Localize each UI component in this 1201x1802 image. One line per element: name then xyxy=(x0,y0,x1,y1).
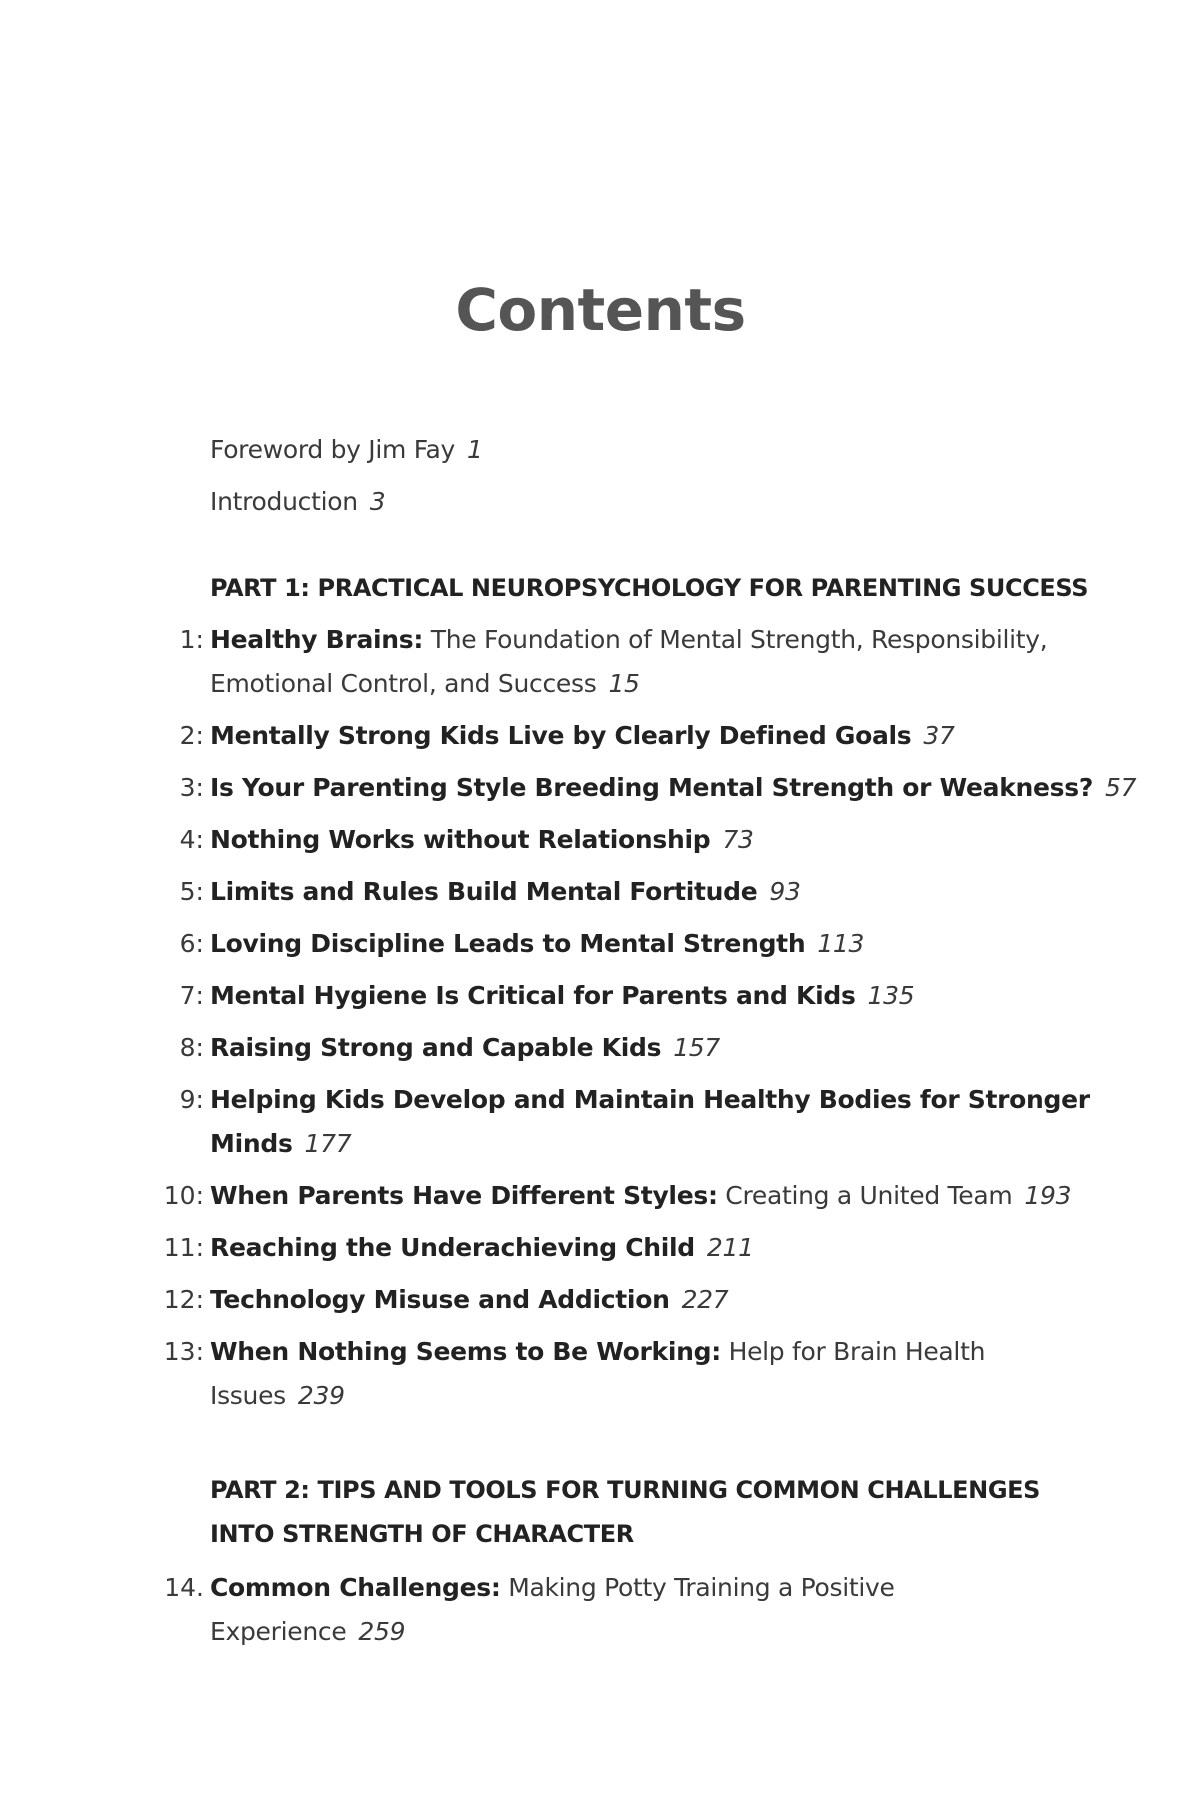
page-number: 15 xyxy=(608,669,640,698)
chapter-title-bold: Common Challenges: xyxy=(210,1573,501,1602)
entry-title: Foreword by Jim Fay xyxy=(210,435,456,464)
toc-entry-chapter-2[interactable] xyxy=(210,714,1090,758)
chapter-title-bold: Mental Hygiene Is Critical for Parents and Kids xyxy=(210,981,856,1010)
part-1-heading: PART 1: PRACTICAL NEUROPSYCHOLOGY FOR PARENTING SUCCESS xyxy=(210,574,1089,602)
toc-entry-chapter-8[interactable] xyxy=(210,1026,1090,1070)
toc-entry-chapter-5[interactable] xyxy=(210,870,1090,914)
toc-entry-chapter-6[interactable] xyxy=(210,922,1090,966)
part-2-heading-line-2: INTO STRENGTH OF CHARACTER xyxy=(210,1520,634,1548)
chapter-title-bold: Nothing Works without Relationship xyxy=(210,825,711,854)
toc-entry-chapter-1[interactable] xyxy=(210,618,1090,706)
chapter-title-bold: Raising Strong and Capable Kids xyxy=(210,1033,662,1062)
toc-entry-chapter-11[interactable] xyxy=(210,1226,1090,1270)
chapter-number: 6: xyxy=(179,929,204,958)
page-number: 259 xyxy=(358,1617,406,1646)
page-number: 177 xyxy=(304,1129,352,1158)
toc-entry-chapter-4[interactable] xyxy=(210,818,1090,862)
chapter-title-bold: Technology Misuse and Addiction xyxy=(210,1285,670,1314)
chapter-title-bold: Mentally Strong Kids Live by Clearly Defined Goals xyxy=(210,721,912,750)
part-2-heading-line-1: PART 2: TIPS AND TOOLS FOR TURNING COMMON CHALLENGES xyxy=(210,1476,1040,1504)
part-2-heading xyxy=(210,1468,1110,1556)
page-number: 37 xyxy=(923,721,955,750)
chapter-title-bold: Is Your Parenting Style Breeding Mental Strength or Weakness? xyxy=(210,773,1094,802)
page-number: 135 xyxy=(867,981,915,1010)
page-number: 3 xyxy=(369,487,386,516)
page-number: 157 xyxy=(673,1033,721,1062)
chapter-title-bold: Reaching the Underachieving Child xyxy=(210,1233,695,1262)
chapter-number: 5: xyxy=(179,877,204,906)
page-title: Contents xyxy=(455,276,746,344)
chapter-subtitle: Making Potty Training a Positive xyxy=(500,1573,895,1602)
chapter-number: 2: xyxy=(179,721,204,750)
chapter-title-bold: Limits and Rules Build Mental Fortitude xyxy=(210,877,758,906)
toc-entry-chapter-7[interactable] xyxy=(210,974,1090,1018)
page-number: 1 xyxy=(467,435,483,464)
toc-entry-foreword[interactable] xyxy=(210,428,1090,472)
page-number: 113 xyxy=(817,929,865,958)
chapter-subtitle: Creating a United Team xyxy=(717,1181,1013,1210)
toc-entry-chapter-3[interactable] xyxy=(210,766,1137,810)
chapter-number: 12: xyxy=(163,1285,204,1314)
chapter-title-bold: Helping Kids Develop and Maintain Healthy Bodies for Stronger xyxy=(210,1085,1090,1114)
chapter-subtitle: Help for Brain Health xyxy=(720,1337,986,1366)
page-number: 211 xyxy=(706,1233,754,1262)
chapter-number: 1: xyxy=(179,625,204,654)
chapter-title-bold: Loving Discipline Leads to Mental Strength xyxy=(210,929,806,958)
chapter-title-bold: When Nothing Seems to Be Working: xyxy=(210,1337,721,1366)
chapter-number: 4: xyxy=(179,825,204,854)
page-number: 93 xyxy=(769,877,801,906)
chapter-subtitle-cont: Issues xyxy=(210,1381,286,1410)
chapter-number: 14. xyxy=(164,1573,204,1602)
chapter-number: 9: xyxy=(179,1085,204,1114)
chapter-subtitle-cont: Emotional Control, and Success xyxy=(210,669,597,698)
chapter-title-bold: When Parents Have Different Styles: xyxy=(210,1181,718,1210)
toc-entry-chapter-12[interactable] xyxy=(210,1278,1090,1322)
toc-entry-introduction[interactable] xyxy=(210,480,1090,524)
toc-entry-chapter-13[interactable] xyxy=(210,1330,1090,1418)
chapter-number: 13: xyxy=(163,1337,204,1366)
entry-title: Introduction xyxy=(210,487,358,516)
chapter-title-bold-cont: Minds xyxy=(210,1129,293,1158)
chapter-number: 10: xyxy=(163,1181,204,1210)
toc-entry-chapter-14[interactable] xyxy=(210,1566,1090,1654)
page-number: 193 xyxy=(1024,1181,1072,1210)
chapter-subtitle: The Foundation of Mental Strength, Responsibility, xyxy=(423,625,1048,654)
chapter-title-bold: Healthy Brains: xyxy=(210,625,424,654)
page-number: 57 xyxy=(1105,773,1137,802)
chapter-number: 3: xyxy=(179,773,204,802)
page-number: 73 xyxy=(722,825,754,854)
page-number: 227 xyxy=(681,1285,729,1314)
chapter-number: 7: xyxy=(179,981,204,1010)
chapter-subtitle-cont: Experience xyxy=(210,1617,347,1646)
page-number: 239 xyxy=(297,1381,345,1410)
chapter-number: 11: xyxy=(163,1233,204,1262)
toc-entry-chapter-10[interactable] xyxy=(210,1174,1090,1218)
chapter-number: 8: xyxy=(179,1033,204,1062)
toc-entry-chapter-9[interactable] xyxy=(210,1078,1090,1166)
